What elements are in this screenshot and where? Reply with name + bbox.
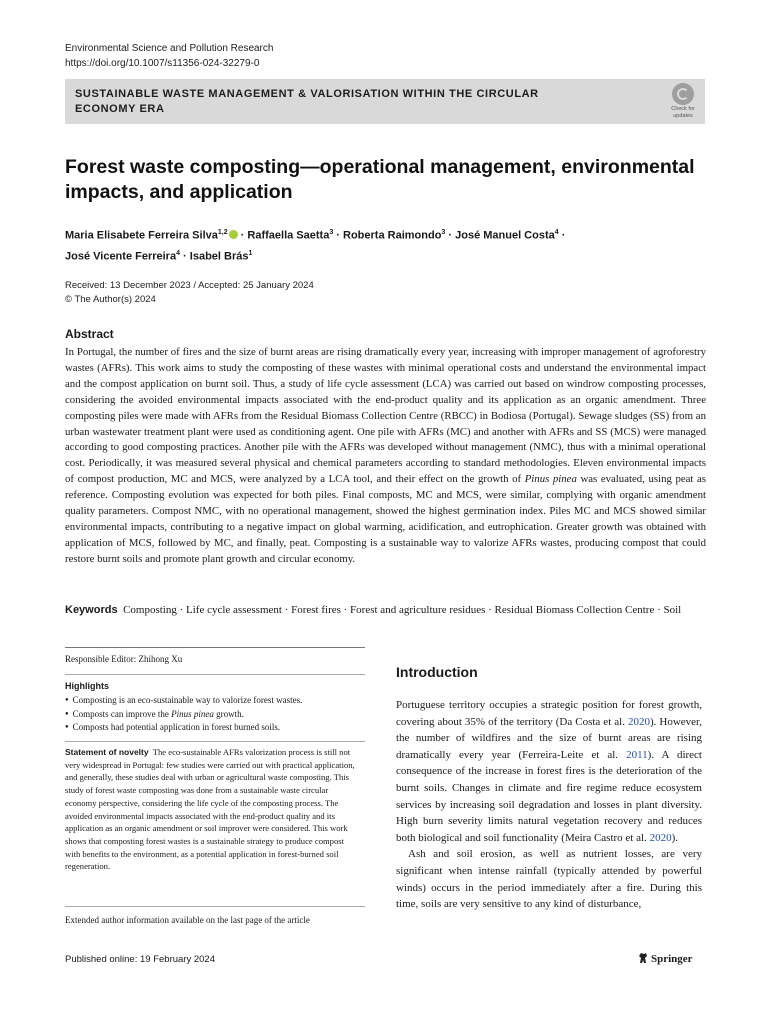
keywords [65, 602, 706, 619]
author-affiliation: 4 [554, 229, 559, 236]
author-name[interactable]: Maria Elisabete Ferreira Silva [65, 229, 218, 242]
novelty-label: Statement of novelty [65, 747, 149, 757]
abstract-part: was evaluated, using peat as reference. Composting evolution was expected for both piles. Final composts, MC and MCS, were similar, complying with organic amendment quality parameters. Compost NMC, with no operational management, showed the highest germination index. Piles MC and MCS showed similar environmental impacts, contributing to a negative impact on global warming, acidification, and eutrophication. Greater growth was obtained with application of MCS, followed by MC, and finally, peat. Composting is a sustainable way to valorize AFRs wastes, producing compost that could restore burnt soils and promote plant growth and circular economy. [65, 473, 706, 565]
citation-link[interactable]: 2011 [626, 748, 648, 761]
publisher-logo [638, 952, 693, 965]
author-affiliation: 1,2 [217, 229, 228, 236]
check-updates-line2: updates [673, 113, 693, 119]
abstract-text [65, 345, 706, 568]
author-name[interactable]: José Manuel Costa [455, 229, 555, 242]
published-date: Published online: 19 February 2024 [65, 954, 215, 965]
highlights-list [65, 694, 365, 735]
divider [65, 674, 365, 675]
check-updates-icon [672, 83, 694, 105]
author-affiliation: 4 [176, 249, 180, 257]
keywords-list: Composting · Life cycle assessment · Forest fires · Forest and agriculture residues · Residual Biomass Collection Centre · Soil [123, 604, 682, 616]
check-updates-line1: Check for [671, 106, 695, 112]
abstract-part: In Portugal, the number of fires and the size of burnt areas are rising dramatically every year, increasing with improper management of agroforestry wastes (AFRs). This work aims to study the composting of these wastes with minimal operational costs and understand the environmental impact and the compost application on burnt soil. Thus, a study of life cycle assessment (LCA) was carried out based on windrow composting processes, considering the avoided environmental impacts associated with the end-product quality and its application as an organic amendment. Three composting piles were made with AFRs from the Residual Biomass Collection Centre (RBCC) in Bodiosa (Portugal). Sewage sludges (SS) from an urban wastewater treatment plant were used as conditioning agent. One pile with AFRs (MC) and another with AFRs and SS (MCS) were managed according to good composting practices. Another pile with the AFRs was developed without management (NMC), thus with a minimal operational cost. Periodically, it was measured several physical and chemical parameters according to standard methodologies. Eleven environmental impacts of compost production, MC and MCS, were analyzed by a LCA tool, and their effect on the growth of [65, 346, 706, 486]
paragraph: Ash and soil erosion, as well as nutrient losses, are very significant when intense rainfall (typically attended by powerful winds) occurs in the period immediately after a fire. During this time, soils are very sensitive to any kind of disturbance, [396, 848, 702, 911]
paper-title: Forest waste composting—operational management, environmental impacts, and application [65, 156, 695, 203]
text-run: ). [671, 831, 678, 844]
abstract-heading: Abstract [65, 327, 114, 341]
author-name[interactable]: Roberta Raimondo [343, 229, 442, 242]
text-run: Portuguese territory occupies a strategic position for forest growth, covering about 35% of the territory (Da Costa et al. [396, 699, 702, 728]
species-name: Pinus pinea [171, 708, 214, 719]
keywords-label: Keywords [65, 604, 118, 616]
extended-author-info: Extended author information available on the last page of the article [65, 915, 310, 925]
springer-horse-icon [638, 952, 648, 964]
citation-link[interactable]: 2020 [649, 831, 672, 844]
text-run: ). A direct consequence of the increase in forest fires is the deterioration of the burnt soils. Changes in climate and fire regime reduce ecosystem services by increasing soil degradation and losses in plant diversity. High burn severity limits natural vegetation recovery and reduces both biological and soil functionality (Meira Castro et al. [396, 748, 702, 844]
doi-link[interactable]: https://doi.org/10.1007/s11356-024-32279-0 [65, 58, 260, 69]
journal-name: Environmental Science and Pollution Research [65, 43, 274, 54]
responsible-editor: Responsible Editor: Zhihong Xu [65, 654, 183, 664]
novelty-text: The eco-sustainable AFRs valorization process is still not very widespread in Portugal: few studies were carried out with practical application, and generally, these studies deal with urban or agricultural waste composting. This study of forest waste composting was done from a sustainable waste circular economy perspective, considering the life cycle of the composting process. The avoided environmental impacts associated with the end-product quality and its application as an organic amendment or soil improver were considered. This work shows that composting forest wastes is a sustainable strategy to produce compost with benefits to the environment, as a potential application in forest-burned soil regeneration. [65, 747, 355, 872]
paragraph [396, 697, 702, 846]
author-affiliation: 1 [248, 249, 253, 257]
orcid-icon[interactable] [229, 230, 238, 239]
author-affiliation: 3 [329, 229, 334, 236]
statement-of-novelty [65, 746, 357, 873]
copyright-notice: © The Author(s) 2024 [65, 293, 156, 305]
highlights-heading: Highlights [65, 681, 109, 691]
publisher-name: Springer [651, 953, 693, 965]
author-name[interactable]: José Vicente Ferreira [65, 250, 177, 263]
divider [65, 647, 365, 648]
author-name[interactable]: Raffaella Saetta [247, 229, 330, 242]
highlight-text: growth. [213, 708, 244, 719]
author-affiliation: 3 [441, 229, 446, 236]
check-for-updates-badge[interactable] [666, 83, 700, 119]
species-name: Pinus pinea [524, 473, 577, 486]
divider [65, 906, 365, 907]
highlight-item: ● Composts had potential application in forest burned soils. [65, 721, 365, 735]
introduction-heading: Introduction [396, 664, 478, 680]
section-banner [65, 79, 705, 124]
highlight-text: Composts can improve the [72, 708, 172, 719]
journal-header [65, 41, 273, 71]
author-list: Maria Elisabete Ferreira Silva$^{1,2}$ · Raffaella Saetta$^3$ · Roberta Raimondo$^3$ · José Manuel Costa$^4$ · José Vicente Ferreira$^4$ · Isabel Brás$^1$ [65, 229, 566, 263]
section-title: SUSTAINABLE WASTE MANAGEMENT & VALORISATION WITHIN THE CIRCULAR ECONOMY ERA [75, 88, 539, 115]
divider [65, 741, 365, 742]
text-run: ). However, the number of wildfires and the size of burnt areas are rising dramatically every year (Ferreira-Leite et al. [396, 715, 702, 761]
introduction-text [396, 697, 702, 913]
highlight-item [65, 708, 365, 722]
highlight-item: ● Composting is an eco-sustainable way to valorize forest wastes. [65, 694, 365, 708]
author-name[interactable]: Isabel Brás [189, 250, 249, 263]
article-dates [65, 279, 314, 306]
citation-link[interactable]: 2020 [627, 715, 650, 728]
received-accepted-dates: Received: 13 December 2023 / Accepted: 25 January 2024 [65, 280, 314, 291]
